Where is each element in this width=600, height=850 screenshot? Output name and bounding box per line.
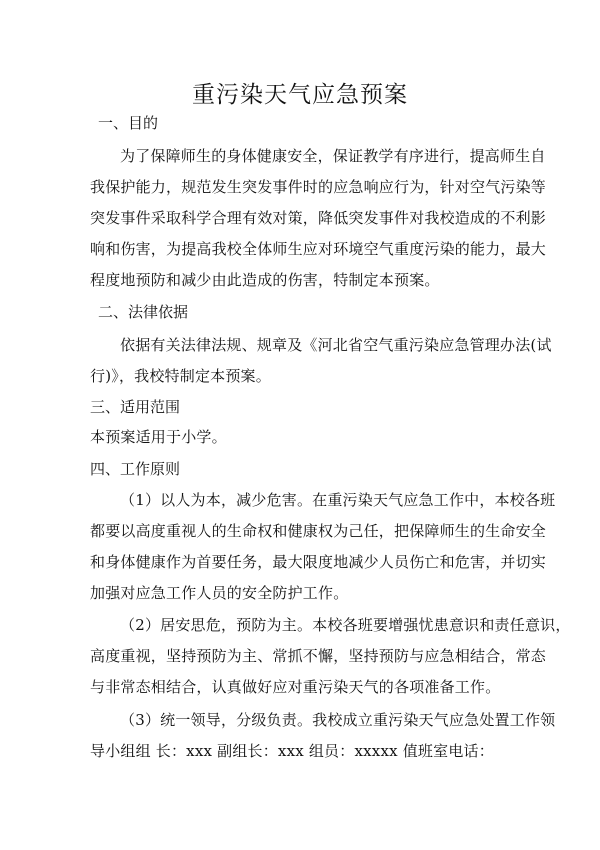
section-heading-scope: 三、适用范围	[90, 398, 181, 416]
section-scope-body	[90, 422, 510, 453]
text-line: 为了保障师生的身体健康安全，保证教学有序进行，提高师生自	[120, 147, 546, 165]
text-line: 与非常态相结合，认真做好应对重污染天气的各项准备工作。	[90, 678, 501, 696]
text-line: （2）居安思危，预防为主。本校各班要增强忧患意识和责任意识，	[120, 616, 571, 634]
principle-2	[90, 610, 571, 703]
section-heading-legal-basis: 二、法律依据	[98, 303, 189, 321]
document-title: 重污染天气应急预案	[192, 82, 408, 108]
principle-3	[90, 705, 556, 767]
section-purpose-body	[90, 141, 547, 296]
section-heading-purpose: 一、目的	[98, 114, 159, 132]
text-line: 我保护能力，规范发生突发事件时的应急响应行为，针对空气污染等	[90, 178, 547, 196]
text-line: （3）统一领导，分级负责。我校成立重污染天气应急处置工作领	[120, 711, 556, 729]
text-line: 响和伤害，为提高我校全体师生应对环境空气重度污染的能力，最大	[90, 240, 547, 258]
text-line: 突发事件采取科学合理有效对策，降低突发事件对我校造成的不利影	[90, 209, 547, 227]
text-line: （1）以人为本，减少危害。在重污染天气应急工作中，本校各班	[120, 491, 556, 509]
text-line: 高度重视，坚持预防为主、常抓不懈，坚持预防与应急相结合，常态	[90, 647, 547, 665]
section-heading-principles: 四、工作原则	[90, 460, 181, 478]
text-line: 行)》，我校特制定本预案。	[90, 367, 271, 385]
text-line: 本预案适用于小学。	[90, 428, 227, 446]
section-legal-basis-body	[90, 330, 552, 392]
text-line: 和身体健康作为首要任务，最大限度地减少人员伤亡和危害，并切实	[90, 553, 547, 571]
text-line: 依据有关法律法规、规章及《河北省空气重污染应急管理办法(试	[120, 336, 552, 354]
text-line: 加强对应急工作人员的安全防护工作。	[90, 584, 349, 602]
text-line: 导小组组 长：xxx 副组长：xxx 组员：xxxxx 值班室电话：	[90, 742, 494, 760]
text-line: 都要以高度重视人的生命权和健康权为己任，把保障师生的生命安全	[90, 522, 547, 540]
text-line: 程度地预防和减少由此造成的伤害，特制定本预案。	[90, 271, 440, 289]
principle-1	[90, 485, 556, 609]
